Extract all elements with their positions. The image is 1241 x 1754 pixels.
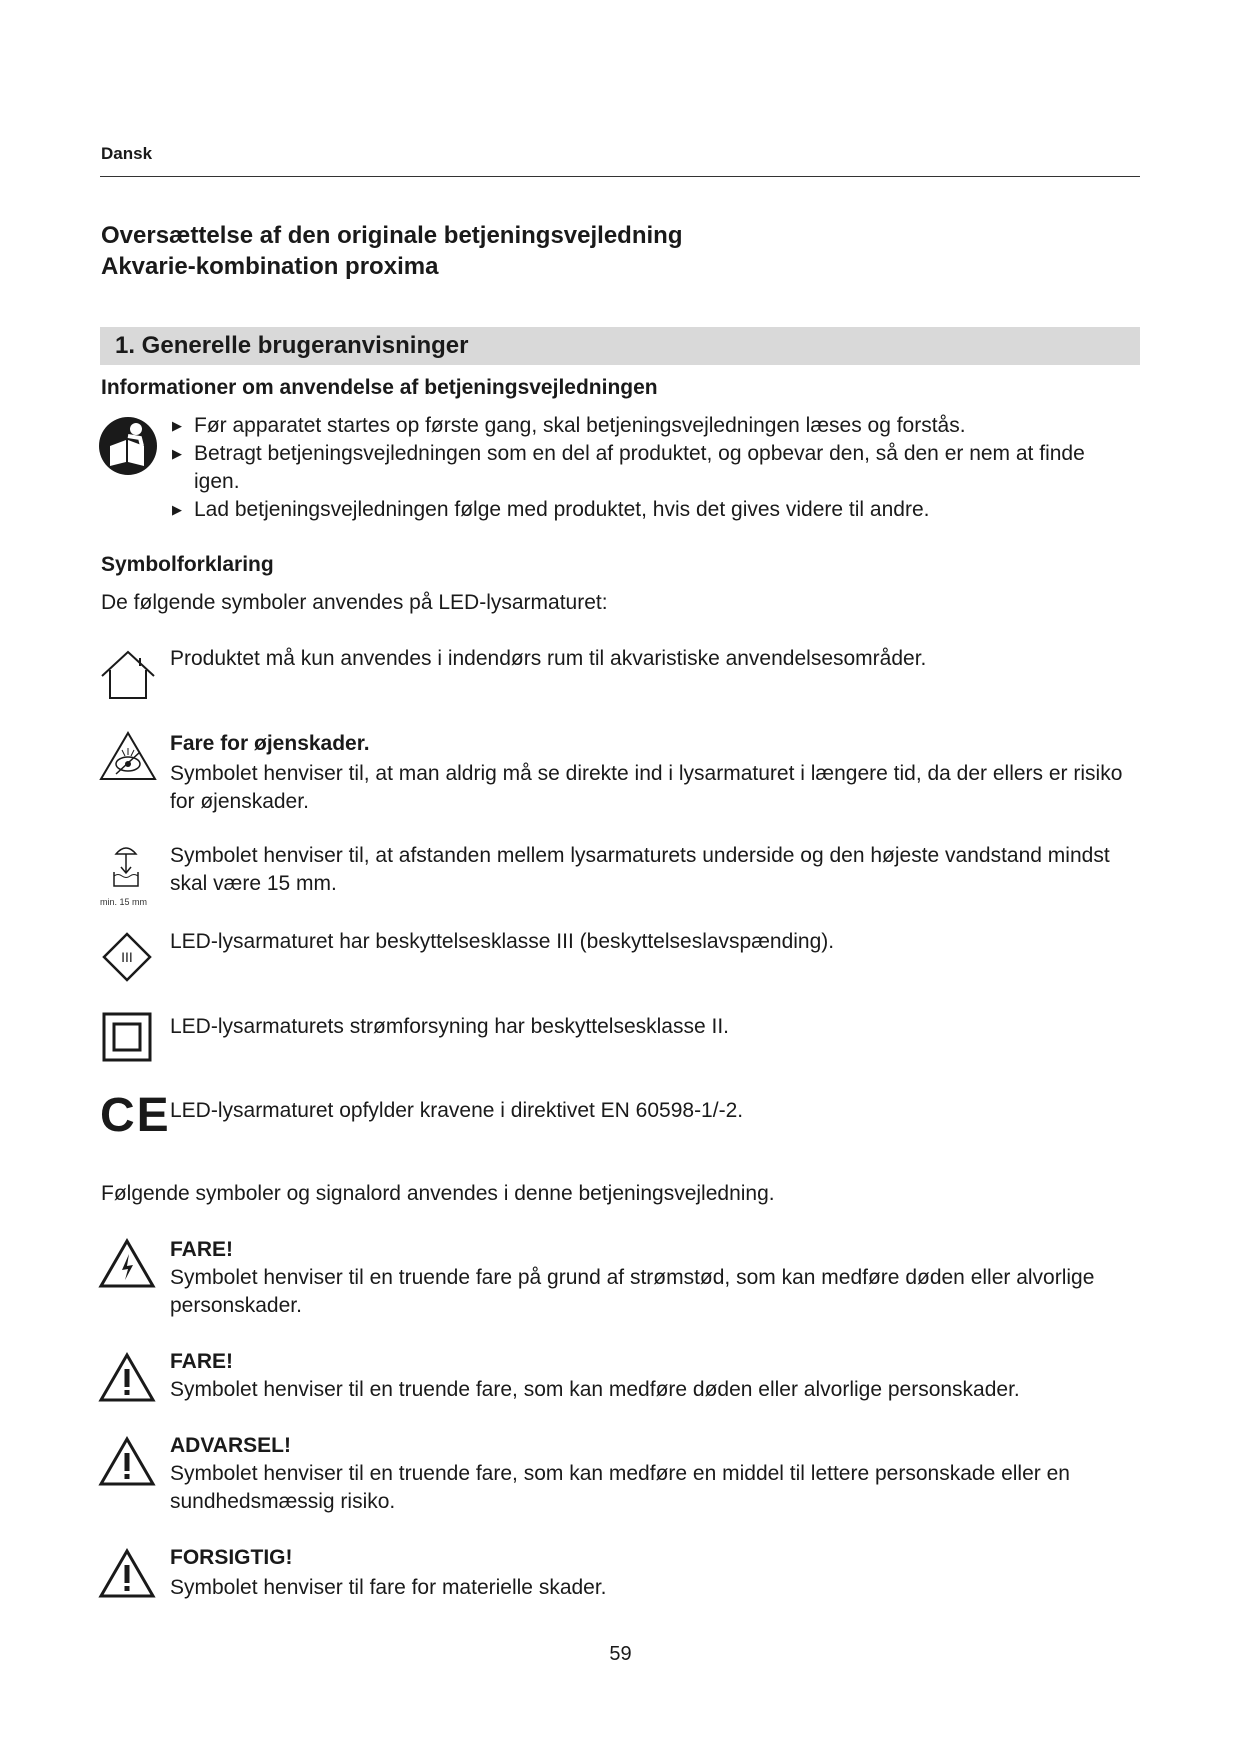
read-manual-icon: [98, 416, 158, 476]
symbol-eye-text-line-1: Symbolet henviser til, at man aldrig må se direkte ind i lysarmaturet i længere tid, da der ellers er risiko: [170, 762, 1123, 785]
symbol-eye-text-line-2: for øjenskader.: [170, 790, 309, 813]
bullet-item: [172, 440, 1085, 468]
ce-mark-icon: CE: [100, 1089, 171, 1142]
section-heading: 1. Generelle brugeranvisninger: [115, 332, 469, 359]
signal-text-line-2: personskader.: [170, 1294, 302, 1317]
symbol-intro: De følgende symboler anvendes på LED-lysarmaturet:: [101, 591, 608, 614]
symbol-distance-text-line-2: skal være 15 mm.: [170, 872, 337, 895]
symbol-class3-text: LED-lysarmaturet har beskyttelsesklasse III (beskyttelseslavspænding).: [170, 930, 835, 953]
page-number: 59: [609, 1643, 632, 1665]
bullet-arrow-icon: ▶: [172, 418, 182, 433]
header-rule: [100, 176, 1140, 177]
warning-icon: [98, 1436, 156, 1488]
bullet-text: Betragt betjeningsvejledningen som en del af produktet, og opbevar den, så den er nem at finde: [194, 442, 1085, 465]
protection-class-3-icon: [102, 932, 152, 982]
signal-text-line-1: Symbolet henviser til en truende fare, som kan medføre en middel til lettere personskade eller en: [170, 1462, 1070, 1485]
eye-hazard-icon: [98, 730, 158, 782]
min-distance-icon-label: min. 15 mm: [100, 897, 148, 907]
symbol-distance-text-line-1: Symbolet henviser til, at afstanden mellem lysarmaturets underside og den højeste vandstand mindst: [170, 844, 1110, 867]
signal-word: ADVARSEL!: [170, 1434, 291, 1457]
signal-text-line-2: sundhedsmæssig risiko.: [170, 1490, 396, 1513]
protection-class-3-numeral: III: [121, 949, 133, 965]
signal-text-line-1: Symbolet henviser til en truende fare på grund af strømstød, som kan medføre døden eller alvorlige: [170, 1266, 1095, 1289]
info-heading: Informationer om anvendelse af betjeningsvejledningen: [101, 376, 658, 399]
symbol-heading: Symbolforklaring: [101, 553, 274, 576]
signal-word: FARE!: [170, 1238, 233, 1261]
signal-text-line-1: Symbolet henviser til en truende fare, som kan medføre døden eller alvorlige personskader.: [170, 1378, 1020, 1401]
indoor-house-icon: [100, 648, 156, 700]
bullet-text-continuation: igen.: [194, 470, 240, 493]
symbol-eye-title: Fare for øjenskader.: [170, 732, 370, 755]
title-line-2: Akvarie-kombination proxima: [101, 253, 439, 280]
signal-word: FARE!: [170, 1350, 233, 1373]
caution-icon: [98, 1548, 156, 1600]
title-line-1: Oversættelse af den originale betjeningsvejledning: [101, 222, 683, 249]
bullet-arrow-icon: ▶: [172, 502, 182, 517]
min-distance-icon: [100, 842, 152, 900]
electric-shock-warning-icon: [98, 1238, 156, 1290]
bullet-item: [172, 412, 966, 440]
symbol-class2-text: LED-lysarmaturets strømforsyning har beskyttelsesklasse II.: [170, 1015, 730, 1038]
bullet-item: [172, 496, 929, 524]
symbol-indoor-text: Produktet må kun anvendes i indendørs rum til akvaristiske anvendelsesområder.: [170, 647, 927, 670]
signal-intro: Følgende symboler og signalord anvendes i denne betjeningsvejledning.: [101, 1182, 775, 1205]
danger-warning-icon: [98, 1352, 156, 1404]
language-label: Dansk: [101, 144, 153, 163]
bullet-arrow-icon: ▶: [172, 446, 182, 461]
protection-class-2-icon: [102, 1012, 152, 1062]
symbol-ce-text: LED-lysarmaturet opfylder kravene i direktivet EN 60598-1/-2.: [170, 1099, 744, 1122]
bullet-text: Lad betjeningsvejledningen følge med produktet, hvis det gives videre til andre.: [194, 498, 930, 521]
document-title: [101, 220, 682, 282]
signal-word: FORSIGTIG!: [170, 1546, 293, 1569]
bullet-text: Før apparatet startes op første gang, skal betjeningsvejledningen læses og forstås.: [194, 414, 966, 437]
signal-text-line-1: Symbolet henviser til fare for materielle skader.: [170, 1576, 607, 1599]
